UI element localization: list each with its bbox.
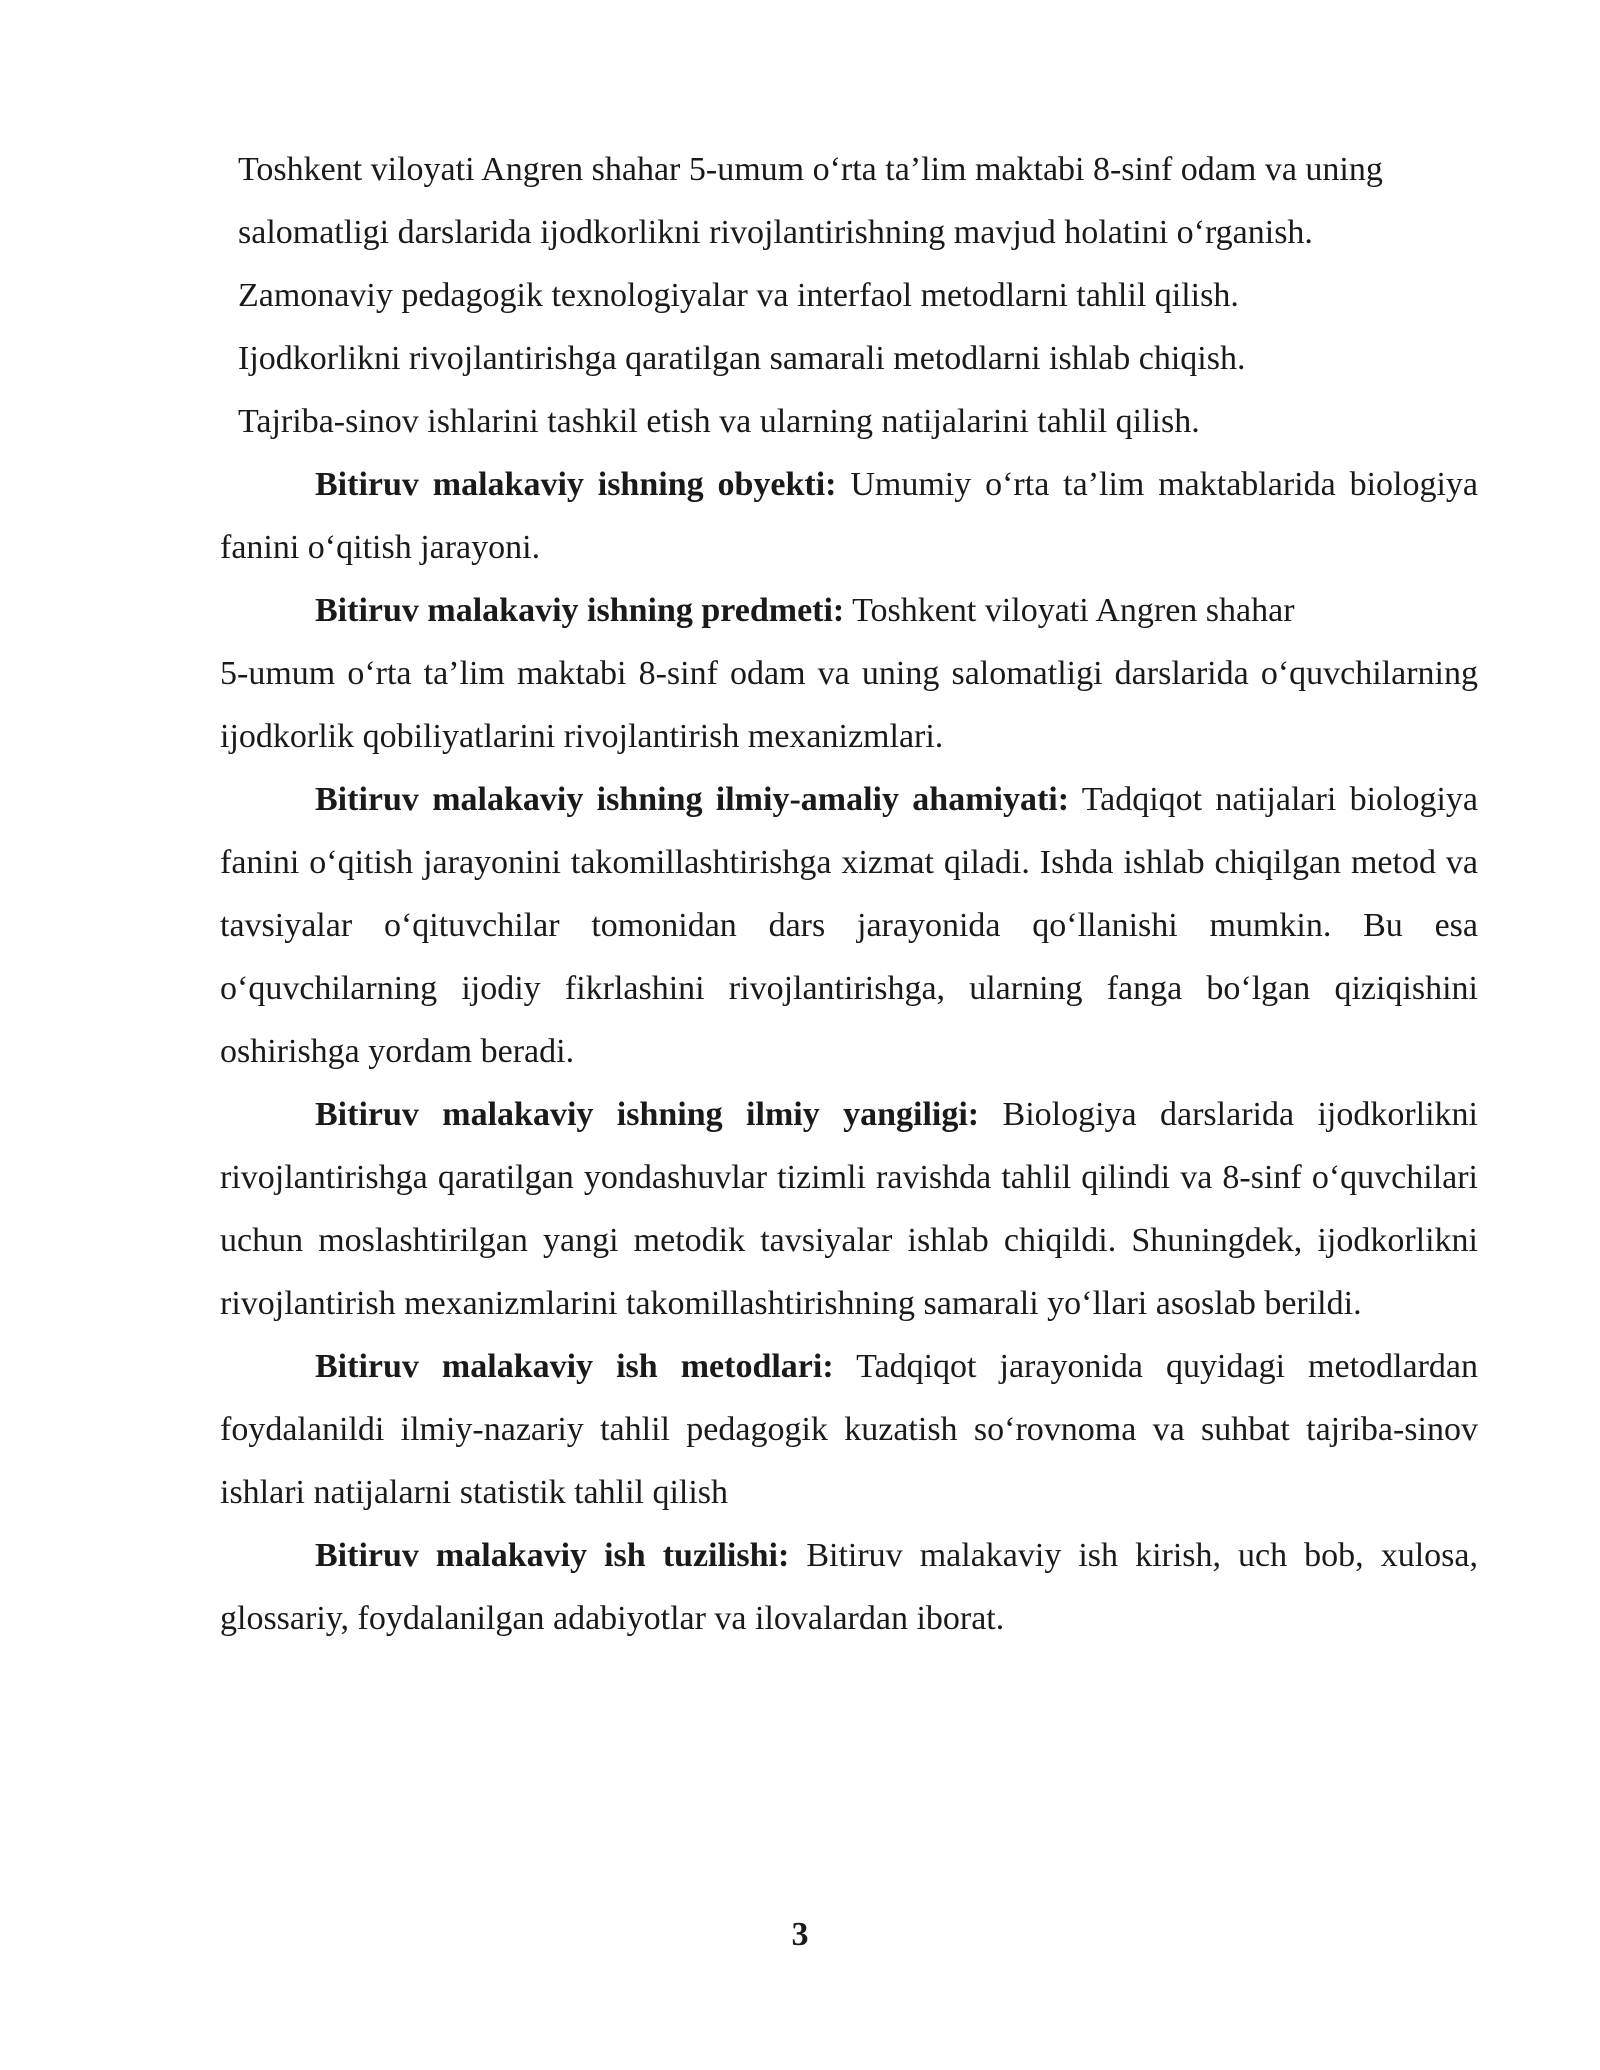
section-text: Toshkent viloyati Angren shahar <box>844 592 1295 629</box>
section-significance <box>220 768 1478 1083</box>
section-text: Biologiya darslarida ijodkorlikni rivojlantirishga qaratilgan yondashuvlar tizimli ravishda tahlil qilindi va 8-sinf o‘quvchilari uchun moslashtirilgan yangi metodik tavsiyalar ishlab chiqildi. Shuningdek, ijodkorlikni rivojlantirish mexanizmlarini takomillashtirishning samarali yo‘llari asoslab berildi. <box>220 1096 1479 1322</box>
task-line: Tajriba-sinov ishlarini tashkil etish va ularning natijalarini tahlil qilish. <box>238 403 1200 440</box>
section-methods <box>220 1335 1478 1524</box>
section-novelty <box>220 1083 1478 1335</box>
task-line: Toshkent viloyati Angren shahar 5-umum o‘rta ta’lim maktabi 8-sinf odam va uning <box>238 151 1383 188</box>
section-structure <box>220 1524 1478 1650</box>
section-text: Umumiy o‘rta ta’lim maktablarida biologiya fanini o‘qitish jarayoni. <box>220 466 1478 566</box>
section-label: Bitiruv malakaviy ish metodlari: <box>315 1348 834 1385</box>
section-label: Bitiruv malakaviy ishning obyekti: <box>315 466 837 503</box>
section-label: Bitiruv malakaviy ishning predmeti: <box>315 592 845 629</box>
section-label: Bitiruv malakaviy ishning ilmiy-amaliy ahamiyati: <box>315 781 1070 818</box>
document-body <box>220 453 1478 1650</box>
section-subject <box>220 579 1478 642</box>
section-label: Bitiruv malakaviy ish tuzilishi: <box>315 1537 790 1574</box>
page-number: 3 <box>791 1916 809 1953</box>
task-line: Ijodkorlikni rivojlantirishga qaratilgan samarali metodlarni ishlab chiqish. <box>238 340 1246 377</box>
section-object <box>220 453 1478 579</box>
section-subject-continuation: 5-umum o‘rta ta’lim maktabi 8-sinf odam va uning salomatligi darslarida o‘quvchilarning ijodkorlik qobiliyatlarini rivojlantirish mexanizmlari. <box>220 655 1478 755</box>
section-label: Bitiruv malakaviy ishning ilmiy yangiligi: <box>315 1096 980 1133</box>
task-line: salomatligi darslarida ijodkorlikni rivojlantirishning mavjud holatini o‘rganish. <box>238 214 1313 251</box>
research-tasks-list <box>238 138 1478 453</box>
task-line: Zamonaviy pedagogik texnologiyalar va interfaol metodlarni tahlil qilish. <box>238 277 1239 314</box>
section-text: Tadqiqot jarayonida quyidagi metodlardan foydalanildi ilmiy-nazariy tahlil pedagogik kuzatish so‘rovnoma va suhbat tajriba-sinov ishlari natijalarni statistik tahlil qilish <box>220 1348 1478 1511</box>
section-text: Bitiruv malakaviy ish kirish, uch bob, xulosa, glossariy, foydalanilgan adabiyotlar va ilovalardan iborat. <box>220 1537 1478 1637</box>
section-text: Tadqiqot natijalari biologiya fanini o‘qitish jarayonini takomillashtirishga xizmat qiladi. Ishda ishlab chiqilgan metod va tavsiyalar o‘qituvchilar tomonidan dars jarayonida qo‘llanishi mumkin. Bu esa o‘quvchilarning ijodiy fikrlashini rivojlantirishga, ularning fanga bo‘lgan qiziqishini oshirishga yordam beradi. <box>220 781 1478 1070</box>
